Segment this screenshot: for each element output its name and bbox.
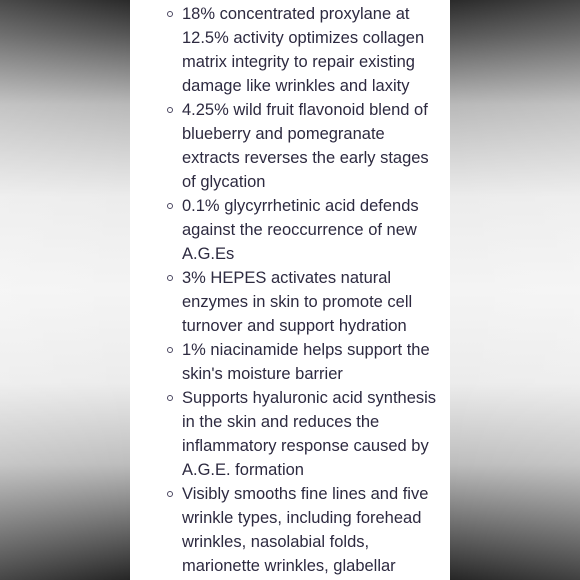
- list-item-text: 0.1% glycyrrhetinic acid defends against the reoccurrence of new A.G.Es: [182, 197, 419, 263]
- hollow-bullet-icon: [167, 107, 173, 113]
- hollow-bullet-icon: [167, 275, 173, 281]
- list-item-text: 18% concentrated proxylane at 12.5% activity optimizes collagen matrix integrity to repair existing damage like wrinkles and laxity: [182, 5, 425, 95]
- hollow-bullet-icon: [167, 203, 173, 209]
- list-item: [130, 98, 450, 194]
- list-item: [130, 2, 450, 98]
- list-item-text: 1% niacinamide helps support the skin's moisture barrier: [182, 341, 430, 383]
- list-item: [130, 482, 450, 578]
- hollow-bullet-icon: [167, 11, 173, 17]
- list-item-text: 4.25% wild fruit flavonoid blend of blueberry and pomegranate extracts reverses the early stages of glycation: [182, 101, 429, 191]
- background-right-blur: [450, 0, 580, 580]
- list-item-text: Supports hyaluronic acid synthesis in the skin and reduces the inflammatory response caused by A.G.E. formation: [182, 389, 437, 479]
- list-item: [130, 386, 450, 482]
- hollow-bullet-icon: [167, 347, 173, 353]
- hollow-bullet-icon: [167, 491, 173, 497]
- content-panel: [130, 0, 450, 580]
- list-item: [130, 194, 450, 266]
- benefits-list: [130, 2, 450, 578]
- hollow-bullet-icon: [167, 395, 173, 401]
- list-item: [130, 338, 450, 386]
- list-item-text: Visibly smooths fine lines and five wrinkle types, including forehead wrinkles, nasolabial folds, marionette wrinkles, glabellar: [182, 485, 429, 575]
- list-item: [130, 266, 450, 338]
- list-item-text: 3% HEPES activates natural enzymes in skin to promote cell turnover and support hydration: [182, 269, 413, 335]
- background-left-blur: [0, 0, 130, 580]
